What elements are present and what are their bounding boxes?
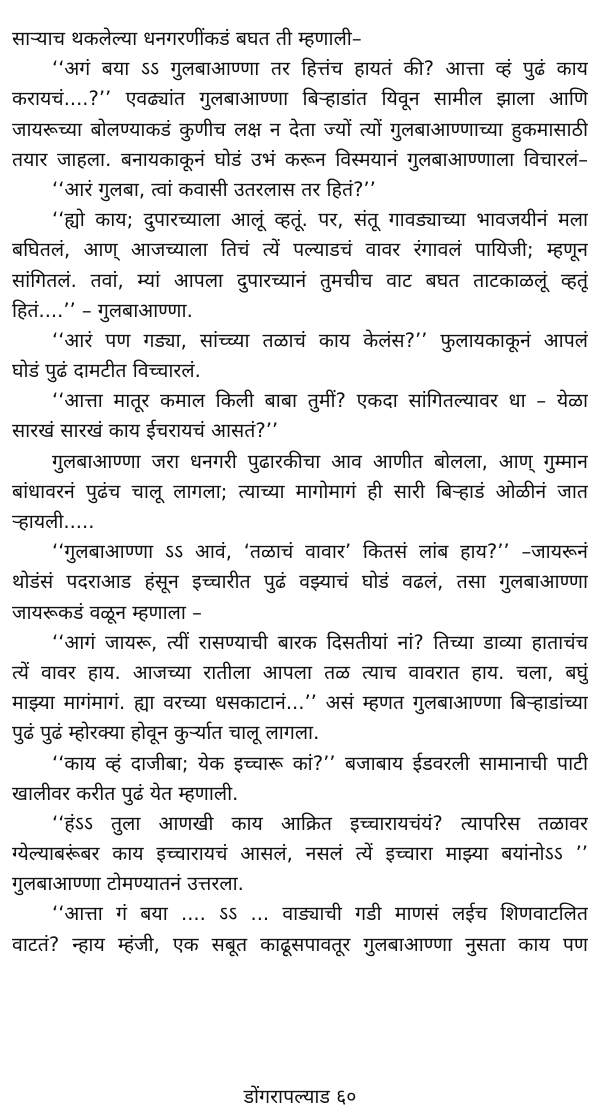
text-line: बांधावरनं पुढंच चालू लागला; त्याच्या मागोमागं ही सारी बिऱ्हाडं ओळीनं जात bbox=[12, 479, 588, 503]
text-line: ‘‘आगं जायरू, त्यीं रासण्याची बारक दिसतीयां नां? तिच्या डाव्या हाताचंच bbox=[52, 630, 588, 654]
text-line: जायरूकडं वळून म्हणाला – bbox=[12, 600, 202, 624]
text-line: वाटतं? न्हाय म्हंजी, एक सबूत काढूसपावतूर गुलबाआण्णा नुसता काय पण bbox=[12, 932, 588, 956]
text-line: त्यें वावर हाय. आजच्या रातीला आपला तळ त्याच वावरात हाय. चला, बघुं bbox=[12, 660, 588, 684]
text-line: थोडंसं पदराआड हंसून इच्चारीत पुढं वझ्याचं घोडं वढलं, तसा गुलबाआण्णा bbox=[12, 570, 588, 594]
text-line: गुलबाआण्णा जरा धनगरी पुढारकीचा आव आणीत बोलला, आण् गुम्मान bbox=[52, 449, 588, 473]
text-line: माझ्या मागंमागं. ह्या वरच्या धसकाटानं...’’ असं म्हणत गुलबाआण्णा बिऱ्हाडांच्या bbox=[12, 691, 588, 715]
page-body bbox=[12, 24, 588, 960]
text-line: करायचं....?’’ एवढ्यांत गुलबाआण्णा बिऱ्हाडांत यिवून सामील झाला आणि bbox=[12, 87, 588, 111]
page-footer: डोंगरापल्याड ६० bbox=[243, 1085, 357, 1108]
text-line: ‘‘आत्ता गं बया .... ऽऽ ... वाड्याची गडी माणसं लईच शिणवाटलित bbox=[52, 902, 588, 926]
text-line: खालीवर करीत पुढं येत म्हणाली. bbox=[12, 781, 239, 805]
text-line: गुलबाआण्णा टोमण्यातनं उत्तरला. bbox=[12, 872, 244, 896]
text-line: ‘‘ह्यो काय; दुपारच्याला आलूं व्हतूं. पर, संतू गावड्याच्या भावजयीनं मला bbox=[52, 208, 588, 232]
text-line: ‘‘अगं बया ऽऽ गुलबाआण्णा तर हित्तंच हायतं की? आत्ता व्हं पुढं काय bbox=[52, 57, 588, 81]
text-line: साऱ्याच थकलेल्या धनगरणींकडं बघत ती म्हणाली– bbox=[12, 27, 362, 50]
text-line: तयार जाहला. बनायकाकूनं घोडं उभं करून विस्मयानं गुलबाआण्णाला विचारलं– bbox=[12, 147, 588, 171]
text-line: सारखं सारखं काय ईचरायचं आसतं?’’ bbox=[12, 419, 279, 443]
text-line: जायरूच्या बोलण्याकडं कुणीच लक्ष न देता ज्यों त्यों गुलबाआण्णाच्या हुकमासाठी bbox=[12, 117, 588, 141]
text-line: पुढं पुढं म्होरक्या होवून कुर्ऱ्यात चालू लागला. bbox=[12, 721, 320, 745]
text-line: हितं....’’ – गुलबाआण्णा. bbox=[12, 298, 193, 322]
text-line: ‘‘हंऽऽ तुला आणखी काय आक्रित इच्चारायचंयं? त्यापरिस तळावर bbox=[52, 811, 588, 835]
text-line: ग्येल्याबरूंबर काय इच्चारायचं आसलं, नसलं त्यें इच्चारा माझ्या बयांनोऽऽ ’’ bbox=[12, 842, 588, 866]
text-line: ऱ्हायली..... bbox=[12, 510, 95, 533]
text-line: बघितलं, आण् आजच्याला तिचं त्यें पल्याडचं वावर रंगावलं पायिजी; म्हणून bbox=[12, 238, 588, 262]
text-line: सांगितलं. तवां, म्यां आपला दुपारच्यानं तुमचीच वाट बघत ताटकाळलूं व्हतूं bbox=[12, 268, 588, 292]
text-line: ‘‘काय व्हं दाजीबा; येक इच्चारू कां?’’ बजाबाय ईडवरली सामानाची पाटी bbox=[52, 751, 588, 775]
text-line: ‘‘आत्ता मातूर कमाल किली बाबा तुमीं? एकदा सांगितल्यावर धा – येळा bbox=[52, 389, 588, 413]
text-line: ‘‘गुलबाआण्णा ऽऽ आवं, ‘तळाचं वावार’ कितसं लांब हाय?’’ –जायरूनं bbox=[52, 540, 588, 564]
text-line: ‘‘आरं गुलबा, त्वां कवासी उतरलास तर हितं?’’ bbox=[52, 177, 376, 201]
text-line: घोडं पुढं दामटीत विच्चारलं. bbox=[12, 359, 201, 383]
text-line: ‘‘आरं पण गड्या, सांच्च्या तळाचं काय केलंस?’’ फुलायकाकूनं आपलं bbox=[52, 328, 588, 352]
